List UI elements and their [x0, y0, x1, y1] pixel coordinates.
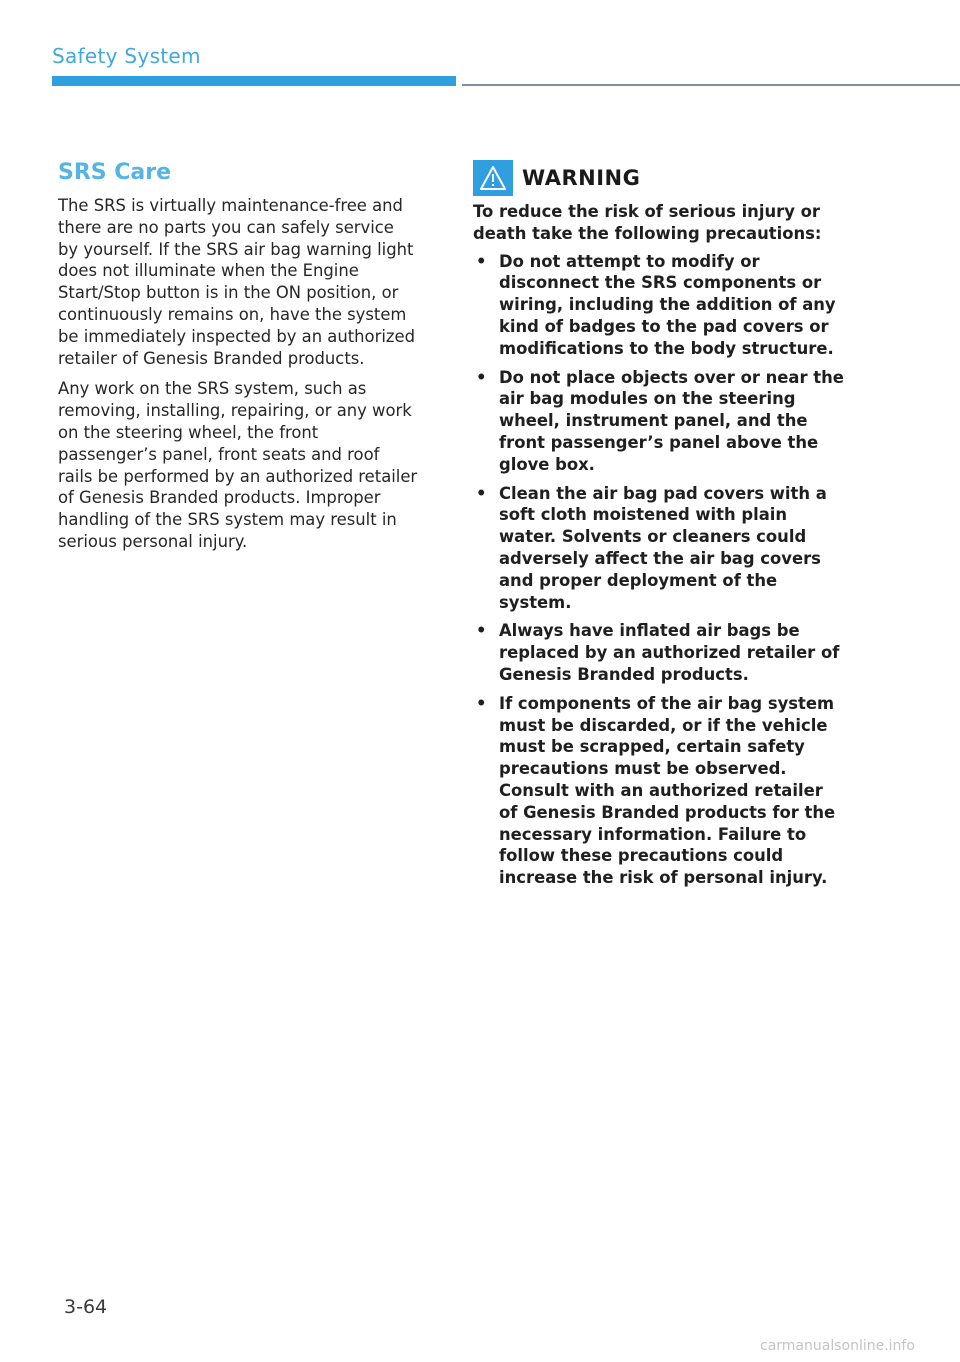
warning-list [473, 251, 845, 889]
section-title: Safety System [52, 44, 201, 68]
page-number: 3-64 [64, 1296, 108, 1318]
header-rule-gray [462, 84, 960, 86]
warning-triangle-icon [473, 160, 513, 196]
srs-care-paragraph-2: Any work on the SRS system, such as removing, installing, repairing, or any work on the steering wheel, the front passenger’s panel, front seats and roof rails be performed by an authorized retailer of Genesis Branded products. Improper handling of the SRS system may result in serious personal injury. [58, 379, 418, 551]
header-rule-accent [52, 76, 456, 86]
srs-care-heading: SRS Care [58, 160, 172, 185]
warning-item: • Do not place objects over or near the air bag modules on the steering wheel, instrument panel, and the front passenger’s panel above the glove box. [473, 367, 845, 476]
warning-item: • Do not attempt to modify or disconnect the SRS components or wiring, including the addition of any kind of badges to the pad covers or modifications to the body structure. [473, 251, 845, 360]
warning-header [473, 160, 845, 196]
srs-care-section [58, 160, 418, 562]
warning-intro: To reduce the risk of serious injury or death take the following precautions: [473, 202, 822, 243]
warning-title: WARNING [522, 166, 641, 190]
srs-care-paragraph-1: The SRS is virtually maintenance-free and there are no parts you can safely service by yourself. If the SRS air bag warning light does not illuminate when the Engine Start/Stop button is in the ON position, or continuously remains on, have the system be immediately inspected by an authorized retailer of Genesis Branded products. [58, 196, 415, 368]
warning-item: • Always have inflated air bags be replaced by an authorized retailer of Genesis Branded products. [473, 620, 845, 685]
warning-item: • If components of the air bag system must be discarded, or if the vehicle must be scrapped, certain safety precautions must be observed. Consult with an authorized retailer of Genesis Branded products for the necessary information. Failure to follow these precautions could increase the risk of personal injury. [473, 693, 845, 889]
warning-box [473, 160, 845, 896]
watermark-text: carmanualsonline.info [760, 1338, 915, 1354]
warning-item: • Clean the air bag pad covers with a soft cloth moistened with plain water. Solvents or cleaners could adversely affect the air bag covers and proper deployment of the system. [473, 483, 845, 614]
